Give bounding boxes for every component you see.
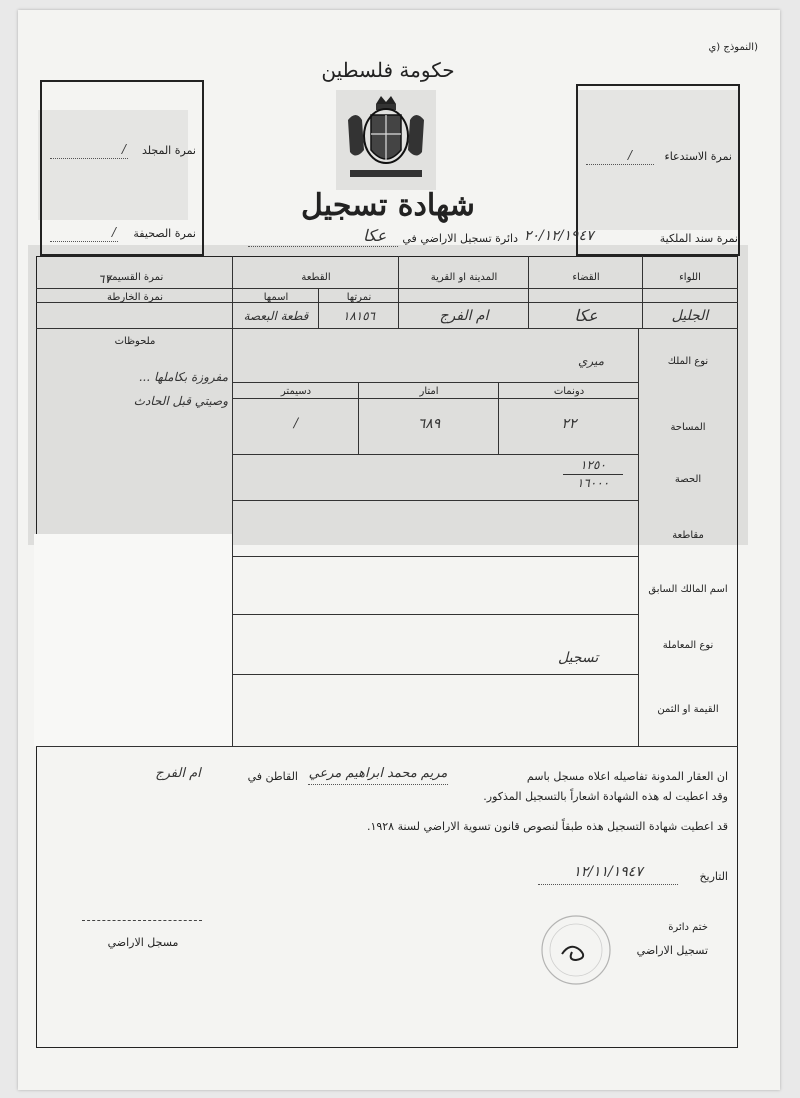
volume-page-box	[40, 80, 204, 256]
share-denominator: ١٦٠٠٠	[576, 476, 610, 490]
row-line-boundaries	[232, 556, 638, 557]
plot-name-header: اسمها	[263, 292, 289, 303]
volume-label: نمرة المجلد	[141, 144, 196, 157]
area-dunums-header: دونمات	[553, 386, 585, 397]
share-label: الحصة	[674, 474, 702, 485]
statement-line-1: ان العقار المدونة تفاصيله اعلاه مسجل باسم	[526, 770, 728, 783]
owner-name-dotline	[308, 784, 448, 785]
page-value: /	[112, 225, 117, 239]
stamp-label-1: ختم دائرة	[668, 922, 708, 933]
row-line-transaction	[232, 674, 638, 675]
town-header: المدينة او القرية	[430, 272, 498, 283]
registry-office-dotline	[248, 246, 398, 247]
blank-left-block	[34, 534, 232, 746]
certificate-title: شهادة تسجيل	[301, 188, 475, 223]
statement-line-3: قد اعطيت شهادة التسجيل هذه طبقاً لنصوص قانون تسوية الاراضي لسنة ١٩٢٨.	[366, 820, 728, 833]
row-line-ownership	[232, 382, 638, 383]
coat-of-arms-icon	[336, 90, 436, 190]
area-dunums-value: ٢٢	[561, 416, 577, 432]
subdistrict-value: عكا	[574, 306, 598, 325]
parcel-header: نمرة القسيمة	[106, 272, 164, 283]
area-col-2	[358, 382, 359, 454]
previous-owner-label: اسم المالك السابق	[648, 584, 728, 595]
ownership-type-value: ميري	[578, 354, 605, 368]
request-value: /	[628, 148, 633, 162]
plot-header: القطعة	[301, 272, 331, 283]
district-value: الجليل	[671, 308, 709, 324]
boundaries-label: مقاطعة	[672, 530, 704, 541]
deed-number-value: ٢٠/١٢/١٩٤٧	[524, 228, 594, 244]
row-line-value	[36, 746, 738, 747]
share-fraction-bar	[563, 474, 623, 475]
page-dotline	[50, 241, 118, 242]
plot-no-value: ١٨١٥٦	[342, 309, 376, 323]
request-dotline	[586, 164, 654, 165]
transaction-type-label: نوع المعاملة	[662, 640, 714, 651]
volume-value: /	[122, 142, 127, 156]
parcel-value: ٦٧	[98, 272, 111, 286]
loc-col-2	[528, 256, 529, 328]
loc-row-line-3	[36, 328, 738, 329]
row-line-share	[232, 500, 638, 501]
statement-line-2: وقد اعطيت له هذه الشهادة اشعاراً بالتسجيل المذكور.	[483, 790, 728, 803]
page-label: نمرة الصحيفة	[133, 227, 196, 240]
loc-col-1	[642, 256, 643, 328]
stamp-label-2: تسجيل الاراضي	[636, 944, 708, 957]
loc-col-4	[232, 256, 233, 328]
loc-col-3	[398, 256, 399, 328]
official-stamp-icon	[536, 910, 616, 990]
resident-value: ام الفرج	[155, 766, 201, 781]
area-header-line	[232, 398, 638, 399]
loc-row-line-1	[36, 288, 738, 289]
date-value: ١٢/١١/١٩٤٧	[573, 864, 643, 880]
request-label: نمرة الاستدعاء	[664, 150, 732, 163]
transaction-type-value: تسجيل	[558, 650, 599, 666]
government-title: حكومة فلسطين	[321, 58, 455, 82]
district-header: اللواء	[679, 272, 701, 283]
row-line-area	[232, 454, 638, 455]
remarks-col-line	[232, 328, 233, 746]
area-metres-header: امتار	[419, 386, 439, 397]
form-code: (النموذج (ي	[708, 42, 758, 53]
share-numerator: ١٢٥٠	[580, 458, 606, 472]
remarks-label: ملحوظات	[114, 336, 156, 347]
registrar-signature-line	[82, 920, 202, 921]
owner-name: مريم محمد ابراهيم مرعي	[308, 766, 448, 781]
area-decimetres-header: دسيمتر	[280, 386, 312, 397]
volume-dotline	[50, 158, 128, 159]
ownership-type-label: نوع الملك	[667, 356, 709, 367]
area-label: المساحة	[670, 422, 706, 433]
subdistrict-header: القضاء	[572, 272, 600, 283]
row-line-prev-owner	[232, 614, 638, 615]
value-label: القيمة او الثمن	[657, 704, 719, 715]
date-dotline	[538, 884, 678, 885]
date-label: التاريخ	[699, 870, 728, 883]
area-col-1	[498, 382, 499, 454]
area-metres-value: ٦٨٩	[417, 416, 441, 432]
loc-col-plot-split	[318, 288, 319, 328]
certificate-page	[18, 10, 780, 1090]
label-col-line	[638, 328, 639, 746]
town-value: ام الفرج	[439, 308, 489, 324]
plot-name-value: قطعة البعصة	[243, 309, 309, 323]
remarks-value-2: وصيتي قبل الحادث	[133, 394, 228, 408]
resident-label: القاطن في	[247, 770, 298, 783]
map-header: نمرة الخارطة	[107, 292, 163, 303]
request-box	[576, 84, 740, 256]
area-decimetres-value: /	[293, 416, 299, 431]
registry-office-value: عكا	[363, 226, 387, 245]
registry-office-label: دائرة تسجيل الاراضي في	[402, 232, 518, 245]
deed-number-label: نمرة سند الملكية	[659, 232, 738, 245]
remarks-value-1: مفروزة بكاملها ...	[138, 370, 228, 384]
plot-no-header: نمرتها	[346, 292, 372, 303]
registrar-label: مسجل الاراضي	[107, 936, 179, 949]
